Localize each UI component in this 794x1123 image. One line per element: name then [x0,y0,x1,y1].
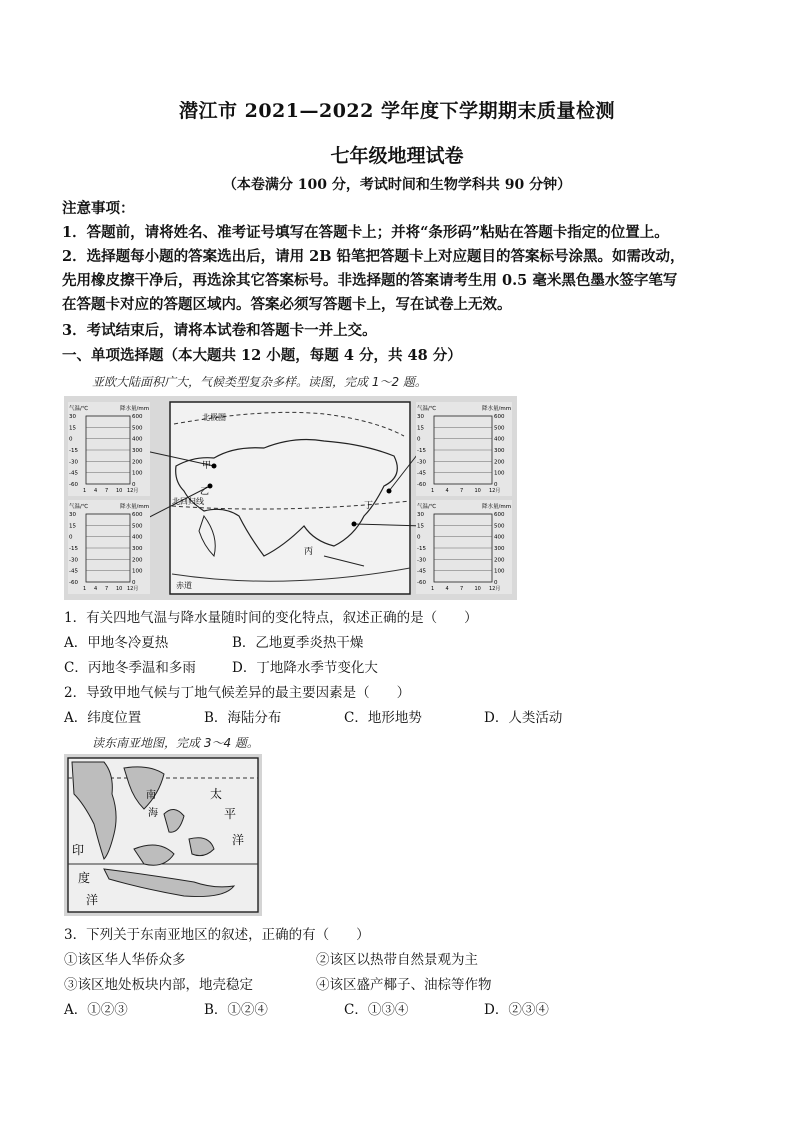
month-tick: 7 [105,488,109,494]
precip-unit-label: 降水量/mm [120,504,150,510]
chart-jia [68,402,150,496]
q3-option-a: A．①②③ [64,1002,128,1018]
temp-tick: -60 [417,580,426,586]
precip-tick: 0 [494,580,498,586]
chart-yi [68,500,150,594]
precip-tick: 300 [494,448,505,454]
label-yang2: 洋 [86,893,99,907]
label-yi: 乙 [200,487,210,497]
q1-stem: 1．有关四地气温与降水量随时间的变化特点，叙述正确的是（ ） [64,610,478,626]
temp-tick: 30 [69,414,76,420]
temp-unit-label: 气温/℃ [69,406,89,412]
label-jia: 甲 [202,461,212,471]
q1-option-c: C．丙地冬季温和多雨 [64,660,196,676]
month-tick: 1 [83,488,87,494]
temp-tick: -30 [417,459,426,466]
label-ping: 平 [224,807,237,821]
month-tick: 10 [474,488,481,494]
precip-tick: 600 [132,512,143,518]
month-tick: 12月 [489,586,501,592]
month-tick: 7 [460,488,464,494]
temp-tick: 30 [69,512,76,518]
notice-item-2: 2．选择题每小题的答案选出后，请用 2B 铅笔把答题卡上对应题目的答案标号涂黑。如需改动， [62,248,685,265]
temp-tick: -30 [417,557,426,564]
precip-tick: 300 [494,546,505,552]
precip-tick: 500 [132,425,143,432]
exam-title: 潜江市 2021—2022 学年度下学期期末质量检测 [179,100,615,122]
label-tai: 太 [210,787,223,801]
exam-subtitle: 七年级地理试卷 [330,145,464,167]
precip-tick: 500 [494,523,505,530]
temp-tick: 0 [417,436,421,443]
precip-tick: 600 [494,414,505,420]
notice-heading: 注意事项： [62,200,135,217]
temp-tick: 30 [417,512,424,518]
precip-tick: 100 [494,470,505,477]
precip-tick: 500 [494,425,505,432]
month-tick: 12月 [127,488,139,494]
eurasia-climate-figure [64,396,517,600]
precip-tick: 100 [494,568,505,575]
chart-bing [416,500,512,594]
notice-item-4: 在答题卡对应的答题区域内。答案必须写答题卡上，写在试卷上无效。 [62,296,512,313]
temp-tick: 15 [69,425,76,432]
month-tick: 7 [460,586,464,592]
label-hai: 海 [148,808,158,819]
intro-3-4: 读东南亚地图，完成 3～4 题。 [92,736,259,750]
month-tick: 10 [116,488,123,494]
temp-tick: 15 [69,523,76,530]
intro-1-2: 亚欧大陆面积广大，气候类型复杂多样。读图，完成 1～2 题。 [92,375,427,389]
label-yin: 印 [72,843,85,857]
temp-tick: -30 [69,557,78,564]
notice-item-1: 1．答题前，请将姓名、准考证号填写在答题卡上；并将“条形码”粘贴在答题卡指定的位置上。 [62,224,669,241]
q1-option-a: A．甲地冬冷夏热 [64,635,169,651]
precip-tick: 100 [132,568,143,575]
month-tick: 1 [431,586,435,592]
temp-tick: -15 [417,546,426,552]
q2-option-d: D．人类活动 [484,710,563,726]
label-ding: 丁 [364,501,374,511]
q3-statement-1: ①该区华人华侨众多 [64,952,186,968]
q2-option-b: B．海陆分布 [204,710,282,726]
q3-option-c: C．①③④ [344,1002,409,1018]
month-tick: 12月 [127,586,139,592]
precip-tick: 400 [494,436,505,443]
temp-tick: 30 [417,414,424,420]
temp-tick: -45 [417,470,426,477]
notice-item-3: 先用橡皮擦干净后，再选涂其它答案标号。非选择题的答案请考生用 0.5 毫米黑色墨水签字笔写 [62,272,678,289]
precip-tick: 400 [132,534,143,541]
temp-tick: 0 [69,534,73,541]
q3-option-d: D．②③④ [484,1002,549,1018]
temp-unit-label: 气温/℃ [417,504,437,510]
precip-tick: 500 [132,523,143,530]
temp-tick: -45 [417,568,426,575]
temp-tick: -30 [69,459,78,466]
precip-tick: 0 [132,482,136,488]
precip-tick: 200 [494,459,505,466]
month-tick: 1 [83,586,87,592]
temp-tick: -15 [69,448,78,454]
temp-tick: 0 [417,534,421,541]
temp-tick: -15 [417,448,426,454]
precip-tick: 0 [494,482,498,488]
q3-stem: 3．下列关于东南亚地区的叙述，正确的有（ ） [64,927,370,943]
precip-unit-label: 降水量/mm [482,406,512,412]
label-arctic-circle: 北极圈 [202,413,226,422]
precip-tick: 600 [132,414,143,420]
precip-tick: 200 [494,557,505,564]
precip-tick: 300 [132,546,143,552]
q2-option-a: A．纬度位置 [64,710,142,726]
temp-unit-label: 气温/℃ [69,504,89,510]
precip-tick: 200 [132,557,143,564]
temp-unit-label: 气温/℃ [417,406,437,412]
label-equator: 赤道 [176,581,192,590]
month-tick: 12月 [489,488,501,494]
month-tick: 10 [474,586,481,592]
temp-tick: -60 [69,580,78,586]
exam-note: （本卷满分 100 分，考试时间和生物学科共 90 分钟） [222,177,572,193]
temp-tick: -15 [69,546,78,552]
notice-item-5: 3．考试结束后，请将本试卷和答题卡一并上交。 [62,322,377,339]
precip-tick: 300 [132,448,143,454]
chart-ding [416,402,512,496]
q3-statement-2: ②该区以热带自然景观为主 [316,952,478,968]
q3-option-b: B．①②④ [204,1002,268,1018]
precip-tick: 200 [132,459,143,466]
temp-tick: -60 [69,482,78,488]
precip-unit-label: 降水量/mm [482,504,512,510]
precip-tick: 400 [494,534,505,541]
q3-statement-4: ④该区盛产椰子、油棕等作物 [316,977,492,993]
q2-option-c: C．地形地势 [344,710,422,726]
month-tick: 4 [445,586,449,592]
temp-tick: -60 [417,482,426,488]
q3-statement-3: ③该区地处板块内部，地壳稳定 [64,977,253,993]
precip-tick: 600 [494,512,505,518]
temp-tick: 15 [417,425,424,432]
temp-tick: -45 [69,470,78,477]
label-nan: 南 [146,790,156,801]
section1-heading: 一、单项选择题（本大题共 12 小题，每题 4 分，共 48 分） [62,347,462,364]
precip-unit-label: 降水量/mm [120,406,150,412]
temp-tick: -45 [69,568,78,575]
label-du: 度 [78,871,91,885]
label-tropic: 北回归线 [172,497,204,506]
precip-tick: 100 [132,470,143,477]
precip-tick: 400 [132,436,143,443]
label-bing: 丙 [304,547,314,557]
month-tick: 7 [105,586,109,592]
label-yang: 洋 [232,833,245,847]
temp-tick: 15 [417,523,424,530]
month-tick: 4 [445,488,449,494]
q2-stem: 2．导致甲地气候与丁地气候差异的最主要因素是（ ） [64,685,411,701]
month-tick: 1 [431,488,435,494]
month-tick: 4 [94,586,98,592]
temp-tick: 0 [69,436,73,443]
q1-option-d: D．丁地降水季节变化大 [232,660,378,676]
month-tick: 4 [94,488,98,494]
q1-option-b: B．乙地夏季炎热干燥 [232,635,364,651]
month-tick: 10 [116,586,123,592]
southeast-asia-map [64,754,262,916]
precip-tick: 0 [132,580,136,586]
